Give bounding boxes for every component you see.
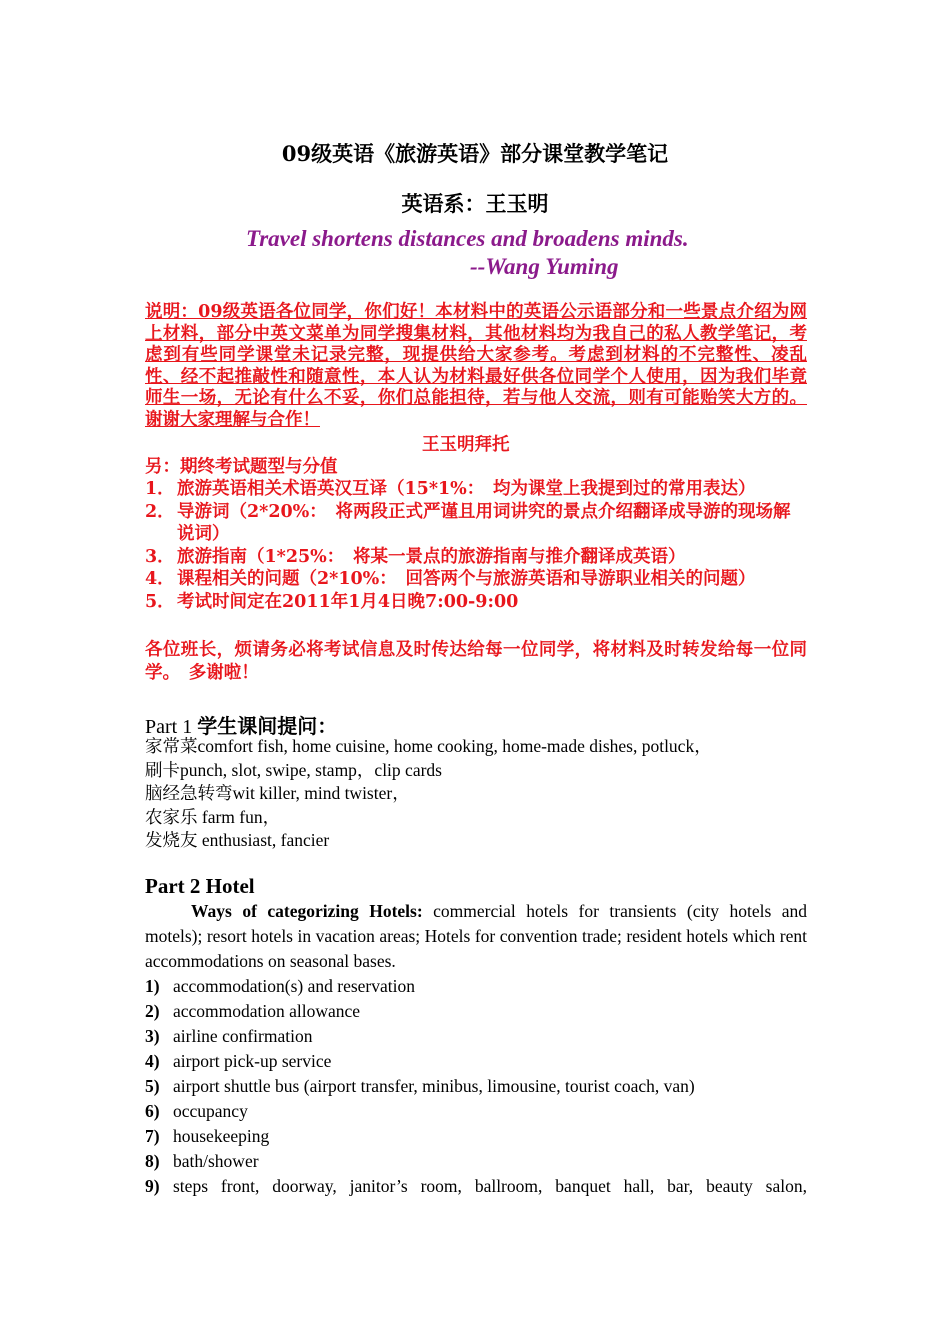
part1-label: Part 1 [145,716,198,738]
term-text: accommodation allowance [173,1001,361,1021]
vocab-item: 农家乐 farm fun， [145,806,281,827]
hotel-term [145,1099,807,1124]
ways-text: commercial hotels for transients (city hotels and motels); resort hotels in vacation areas; Hotels for convention trade; resident hotels which rent accommodations on seasonal bases. [145,901,808,971]
term-text: accommodation(s) and reservation [173,976,415,996]
exam-item-text: 旅游英语相关术语英汉互译（15*1%： 均为课堂上我提到过的常用表达） [177,479,756,499]
term-number: 6) [145,1101,160,1121]
hotel-categories-paragraph [145,899,807,974]
hotel-term [145,1024,807,1049]
hotel-term [145,1124,807,1149]
exam-item-number: 2． [145,501,175,522]
hotel-term-list [145,974,807,1199]
exam-item [145,546,807,569]
exam-item-text: 导游词（2*20%： 将两段正式严谨且用词讲究的景点介绍翻译成导游的现场解说词） [177,501,791,544]
exam-item-text: 旅游指南（1*25%： 将某一景点的旅游指南与推介翻译成英语） [177,546,686,567]
exam-item [145,591,807,614]
term-number: 3) [145,1026,160,1046]
term-text: airline confirmation [173,1026,313,1046]
term-text: airport pick-up service [173,1051,332,1071]
vocab-item: 发烧友 enthusiast, fancier [145,830,330,850]
term-number: 2) [145,1001,160,1021]
monitor-note: 各位班长，烦请务必将考试信息及时传达给每一位同学，将材料及时转发给每一位同学。 多谢啦！ [145,640,807,683]
term-number: 1) [145,976,160,996]
part2-heading: Part 2 Hotel [145,874,255,898]
exam-item [145,501,807,546]
vocab-item: 脑经急转弯wit killer, mind twister， [145,783,410,803]
term-number: 5) [145,1076,160,1096]
document-title: 09级英语《旅游英语》部分课堂教学笔记 [281,141,669,166]
hotel-term [145,999,807,1024]
exam-item-number: 1． [145,479,175,499]
part1-vocab-list [145,735,712,853]
term-number: 7) [145,1126,160,1146]
notice-signature: 王玉明拜托 [422,435,510,455]
vocab-item: 刷卡punch, slot, swipe, stamp，clip cards [145,759,442,780]
hotel-term [145,1149,807,1174]
term-text: housekeeping [173,1126,270,1146]
vocab-item: 家常菜comfort fish, home cuisine, home cooking, home-made dishes, potluck， [145,736,712,756]
exam-item-number: 5． [145,591,175,612]
quote-line: Travel shortens distances and broadens minds. [246,226,689,251]
exam-item-text: 考试时间定在2011年1月4日晚7:00-9:00 [177,591,519,612]
term-text: airport shuttle bus (airport transfer, minibus, limousine, tourist coach, van) [173,1076,695,1096]
exam-item [145,478,807,501]
exam-item [145,568,807,591]
term-number: 8) [145,1151,160,1171]
term-text: occupancy [173,1101,248,1121]
hotel-term [145,1074,807,1099]
hotel-term [145,974,807,999]
exam-item-number: 3． [145,546,175,567]
exam-item-text: 课程相关的问题（2*10%： 回答两个与旅游英语和导游职业相关的问题） [177,569,756,589]
department-author: 英语系：王玉明 [401,191,549,216]
hotel-term [145,1174,807,1199]
motto-quote [246,225,689,281]
part1-title: 学生课间提问： [197,714,338,738]
exam-item-list [145,478,807,613]
exam-heading: 另：期终考试题型与分值 [145,457,338,477]
term-number: 9) [145,1176,160,1196]
term-number: 4) [145,1051,160,1071]
ways-label: Ways of categorizing Hotels: [191,901,423,921]
notice-paragraph: 说明：09级英语各位同学，你们好！本材料中的英语公示语部分和一些景点介绍为网上材料，部分中英文菜单为同学搜集材料，其他材料均为我自己的私人教学笔记，考虑到有些同学课堂未记录完整，现提供给大家参考。考虑到材料的不完整性、凌乱性、经不起推敲性和随意性，本人认为材料最好供各位同学个人使用，因为我们毕竟师生一场，无论有什么不妥，你们总能担待，若与他人交流，则有可能贻笑大方的。谢谢大家理解与合作！ [145,302,807,430]
hotel-term [145,1049,807,1074]
exam-item-number: 4． [145,569,175,589]
term-text: bath/shower [173,1151,259,1171]
term-text: steps front, doorway, janitor’s room, ballroom, banquet hall, bar, beauty salon, [173,1176,807,1196]
quote-author: --Wang Yuming [470,254,619,279]
